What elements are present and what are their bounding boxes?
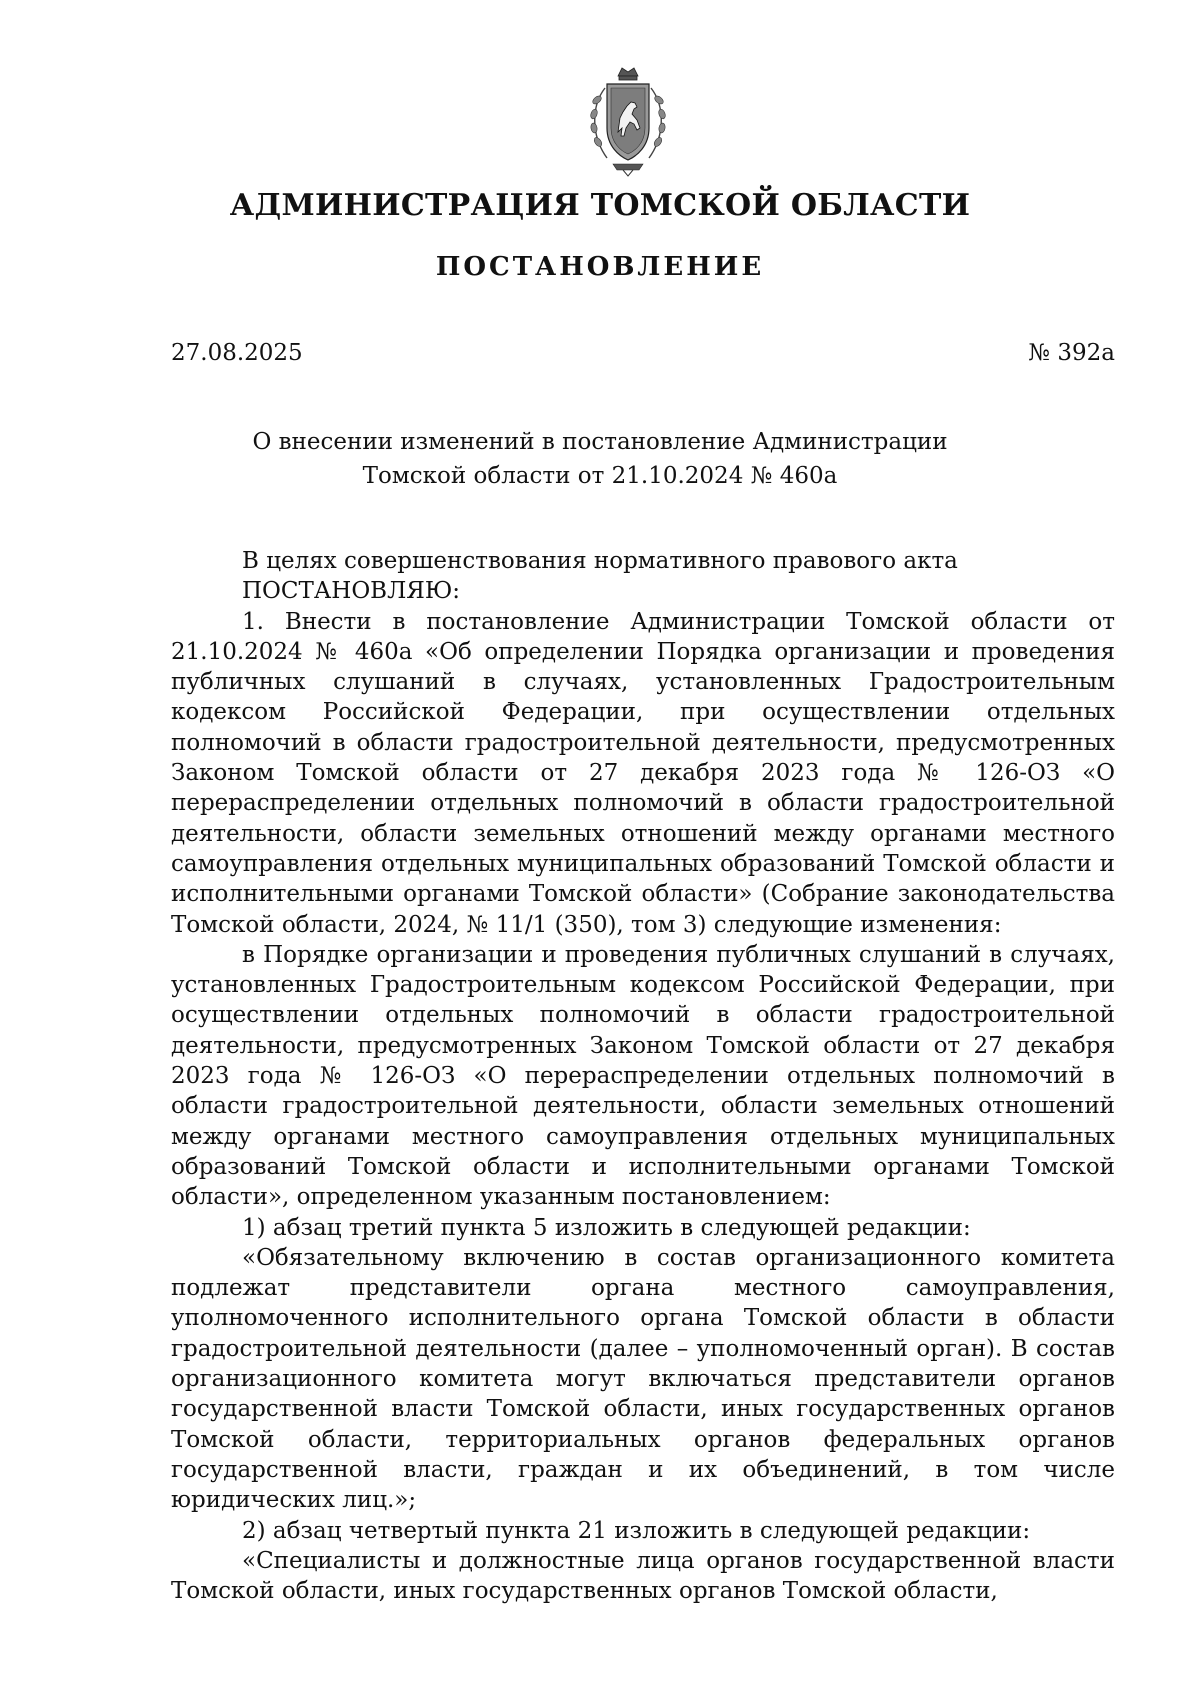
- paragraph-item-1: 1. Внести в постановление Администрации Томской области от 21.10.2024 № 460а «Об определении Порядка организации и проведения публичных слушаний в случаях, установленных Градостроительным кодексом Российской Федерации, при осуществлении отдельных полномочий в области градостроительной деятельности, предусмотренных Законом Томской области от 27 декабря 2023 года № 126-ОЗ «О перераспределении отдельных полномочий в области градостроительной деятельности, области земельных отношений между органами местного самоуправления отдельных муниципальных образований Томской области и исполнительными органами Томской области» (Собрание законодательства Томской области, 2024, № 11/1 (350), том 3) следующие изменения:: [171, 608, 1115, 938]
- paragraph-procedure: в Порядке организации и проведения публичных слушаний в случаях, установленных Градостроительным кодексом Российской Федерации, при осуществлении отдельных полномочий в области градостроительной деятельности, предусмотренных Законом Томской области от 27 декабря 2023 года № 126-ОЗ «О перераспределении отдельных полномочий в области градостроительной деятельности, области земельных отношений между органами местного самоуправления отдельных муниципальных образований Томской области и исполнительными органами Томской области», определенном указанным постановлением:: [171, 941, 1115, 1211]
- paragraph-subitem-2: 2) абзац четвертый пункта 21 изложить в следующей редакции:: [242, 1517, 1031, 1544]
- tomsk-coat-of-arms-icon: [585, 66, 671, 178]
- paragraph-quote-2: «Специалисты и должностные лица органов государственной власти Томской области, иных государственных органов Томской области,: [171, 1547, 1115, 1605]
- paragraph-resolve: ПОСТАНОВЛЯЮ:: [242, 578, 461, 605]
- subject-line-1: О внесении изменений в постановление Администрации: [252, 429, 948, 455]
- document-date: 27.08.2025: [171, 340, 303, 366]
- subject-line-2: Томской области от 21.10.2024 № 460а: [362, 463, 838, 489]
- document-number: № 392а: [1028, 340, 1115, 366]
- paragraph-subitem-1: 1) абзац третий пункта 5 изложить в следующей редакции:: [242, 1214, 971, 1241]
- document-body: [171, 546, 1115, 1606]
- paragraph-quote-1: «Обязательному включению в состав организационного комитета подлежат представители органа местного самоуправления, уполномоченного исполнительного органа Томской области в области градостроительной деятельности (далее – уполномоченный орган). В состав организационного комитета могут включаться представители органов государственной власти Томской области, иных государственных органов Томской области, территориальных органов федеральных органов государственной власти, граждан и их объединений, в том числе юридических лиц.»;: [171, 1244, 1115, 1514]
- organization-title: АДМИНИСТРАЦИЯ ТОМСКОЙ ОБЛАСТИ: [229, 188, 971, 223]
- document-subject: [0, 425, 1200, 493]
- paragraph-purpose: В целях совершенствования нормативного правового акта: [242, 548, 958, 574]
- document-type: ПОСТАНОВЛЕНИЕ: [435, 252, 765, 282]
